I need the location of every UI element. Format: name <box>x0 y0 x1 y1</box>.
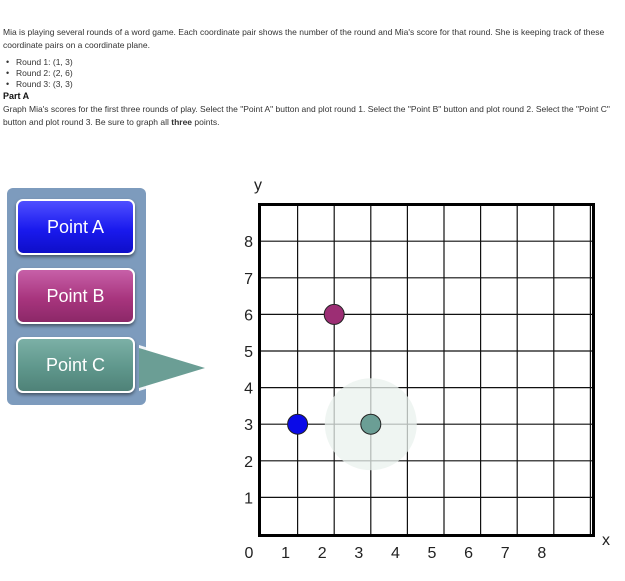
y-tick-label: 8 <box>244 234 253 252</box>
x-tick-label: 4 <box>390 545 400 562</box>
x-tick-label: 0 <box>244 545 254 562</box>
x-tick-label: 3 <box>354 545 364 562</box>
round-3-item: • Round 3: (3, 3) <box>16 79 618 90</box>
instruction-bold: three <box>171 117 193 127</box>
round-1-item: • Round 1: (1, 3) <box>16 57 618 68</box>
x-tick-label: 8 <box>537 545 547 562</box>
x-tick-label: 5 <box>427 545 437 562</box>
point-a-marker[interactable] <box>288 414 308 434</box>
point-selector-panel <box>7 188 146 405</box>
question-text <box>3 26 618 129</box>
x-axis-label: x <box>602 532 610 549</box>
point-a-button[interactable]: Point A <box>16 199 135 255</box>
y-tick-label: 4 <box>244 380 253 398</box>
instruction-tail: points. <box>192 117 220 127</box>
plot-border <box>260 205 594 536</box>
part-a-title: Part A <box>3 91 30 101</box>
x-tick-label: 6 <box>464 545 474 562</box>
point-c-button[interactable]: Point C <box>16 337 135 393</box>
y-tick-label: 7 <box>244 270 253 288</box>
round-2-item: • Round 2: (2, 6) <box>16 68 618 79</box>
point-c-marker[interactable] <box>361 414 381 434</box>
coordinate-plane[interactable] <box>235 170 625 570</box>
intro-paragraph: Mia is playing several rounds of a word game. Each coordinate pair shows the number of the round and Mia's score for that round. She is keeping track of these coordinate pairs on a coordinate plane. <box>3 27 605 50</box>
point-b-button[interactable]: Point B <box>16 268 135 324</box>
part-a-instruction <box>3 103 618 129</box>
grid-lines <box>261 205 592 534</box>
x-tick-label: 7 <box>500 545 510 562</box>
point-b-marker[interactable] <box>324 304 344 324</box>
y-tick-label: 3 <box>244 417 253 435</box>
y-tick-label: 5 <box>244 344 253 361</box>
selected-pointer-arrow <box>139 345 215 395</box>
y-tick-label: 2 <box>244 453 253 471</box>
y-tick-label: 6 <box>244 307 253 325</box>
y-tick-label: 1 <box>244 490 253 508</box>
rounds-list <box>3 57 618 90</box>
y-axis-label: y <box>254 177 262 194</box>
x-tick-label: 2 <box>317 545 327 562</box>
instruction-text: Graph Mia's scores for the first three rounds of play. Select the "Point A" button and plot round 1. Select the "Point B" button and plot round 2. Select the "Point C" button and plot round 3. Be sure to graph all <box>3 104 610 127</box>
x-tick-label: 1 <box>281 545 291 562</box>
